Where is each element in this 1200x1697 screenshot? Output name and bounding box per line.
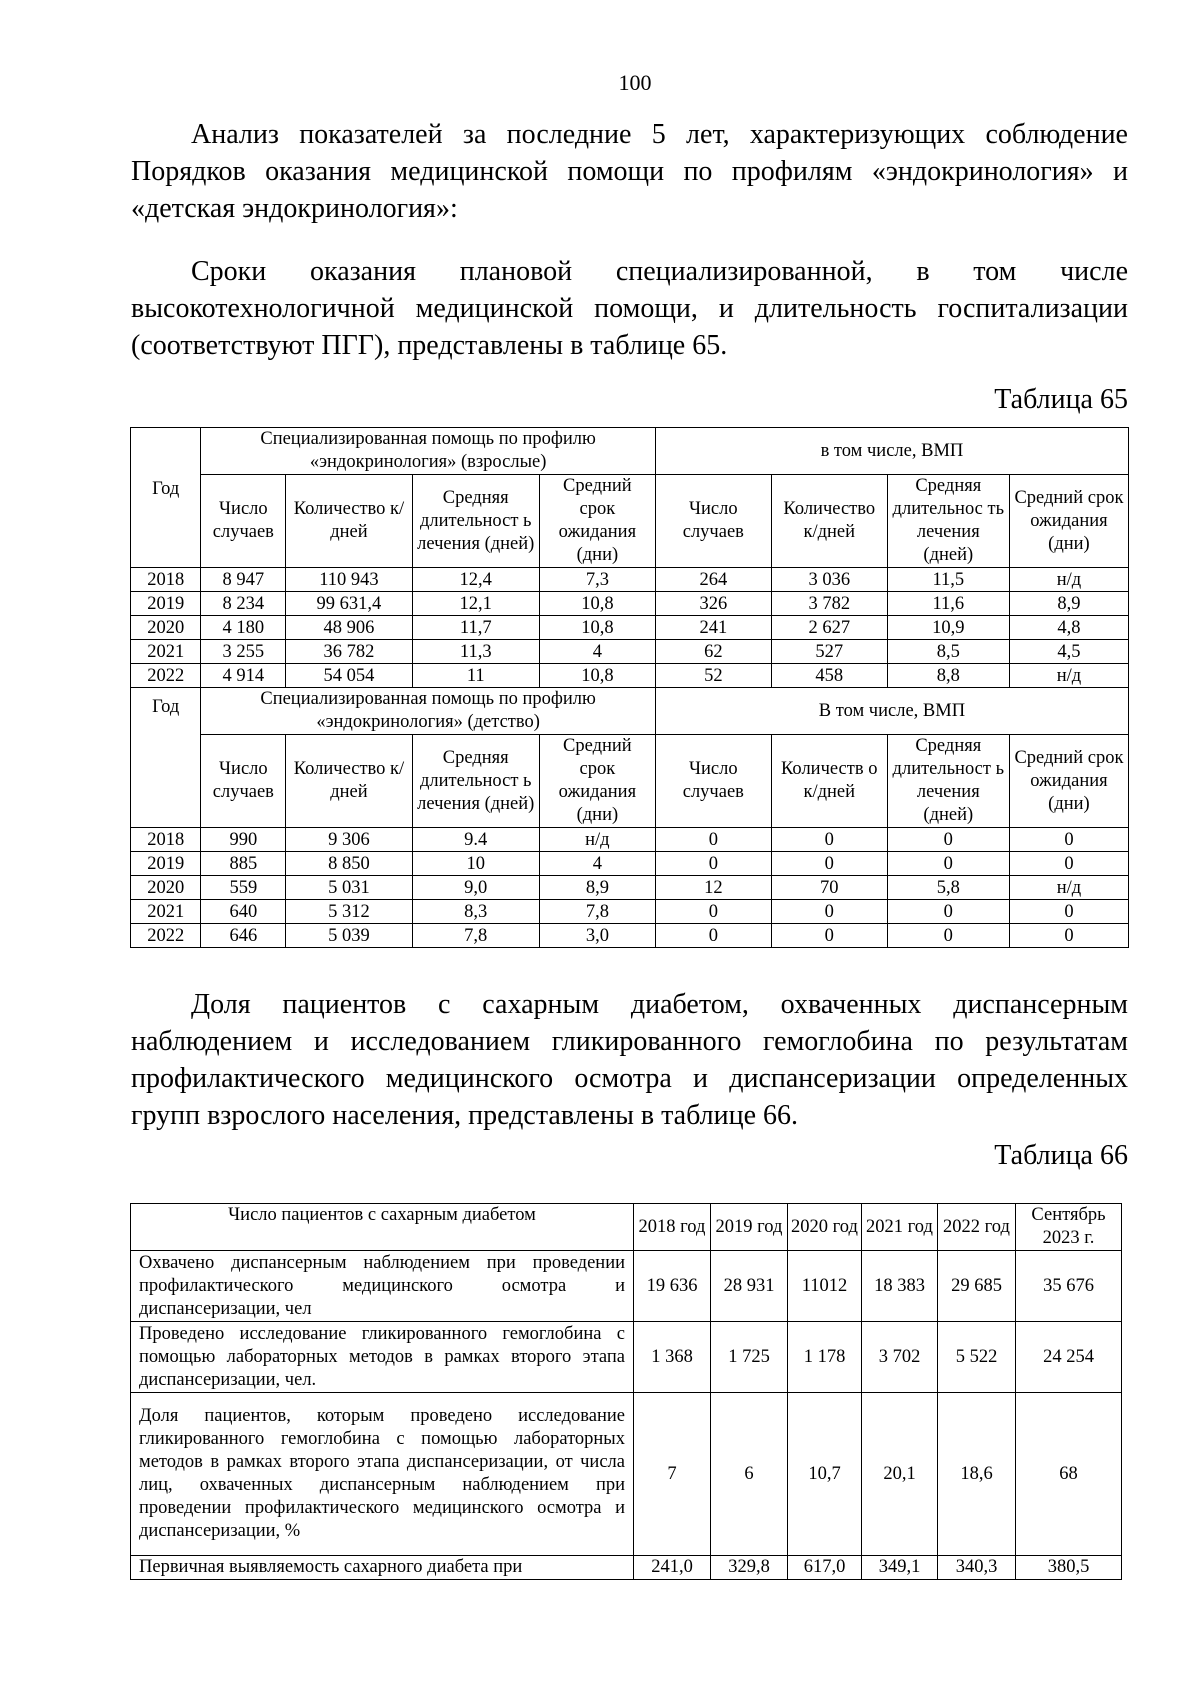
value-cell: 0 xyxy=(887,900,1009,924)
value-cell: 0 xyxy=(1009,924,1128,948)
value-cell: 4,5 xyxy=(1009,640,1128,664)
value-cell: 28 931 xyxy=(711,1251,788,1322)
column-header: Количеств о к/дней xyxy=(771,735,887,828)
table-row xyxy=(131,616,1129,640)
value-cell: 990 xyxy=(201,828,286,852)
value-cell: 3,0 xyxy=(539,924,655,948)
column-header: Количество к/дней xyxy=(286,475,412,568)
value-cell: 0 xyxy=(771,924,887,948)
value-cell: 5 312 xyxy=(286,900,412,924)
table65-intro-paragraph: Сроки оказания плановой специализированной, в том числе высокотехнологичной медицинской помощи, и длительность госпитализации (соответствуют ПГГ), представлены в таблице 65. xyxy=(131,256,1128,361)
value-cell: 7 xyxy=(634,1393,711,1556)
value-cell: 4 xyxy=(539,640,655,664)
year-cell: 2021 xyxy=(131,640,201,664)
table66-header-cell: 2019 год xyxy=(711,1204,788,1251)
value-cell: 0 xyxy=(1009,828,1128,852)
value-cell: 0 xyxy=(771,900,887,924)
column-header: Средняя длительнос ть лечения (дней) xyxy=(887,475,1009,568)
table-row xyxy=(131,568,1129,592)
table66-intro-paragraph: Доля пациентов с сахарным диабетом, охваченных диспансерным наблюдением и исследованием гликированного гемоглобина по результатам профилактического медицинского осмотра и диспансеризации определенных групп взрослого населения, представлены в таблице 66. xyxy=(131,989,1128,1131)
value-cell: 0 xyxy=(655,900,771,924)
column-header: Количество к/дней xyxy=(286,735,412,828)
value-cell: 4 xyxy=(539,852,655,876)
page-number: 100 xyxy=(618,70,652,95)
value-cell: 11 xyxy=(412,664,539,688)
column-header: Средний срок ожидания (дни) xyxy=(539,735,655,828)
adult-vmp-header: в том числе, ВМП xyxy=(655,428,1128,475)
value-cell: 12 xyxy=(655,876,771,900)
value-cell: 10,8 xyxy=(539,616,655,640)
value-cell: 5 031 xyxy=(286,876,412,900)
table66-header-cell: 2021 год xyxy=(862,1204,938,1251)
table65-caption: Таблица 65 xyxy=(994,384,1128,415)
value-cell: 241 xyxy=(655,616,771,640)
table-row xyxy=(131,900,1129,924)
value-cell: 1 368 xyxy=(634,1322,711,1393)
table-row xyxy=(131,640,1129,664)
value-cell: 18 383 xyxy=(862,1251,938,1322)
value-cell: 3 255 xyxy=(201,640,286,664)
year-header: Год xyxy=(131,688,201,828)
table-65 xyxy=(130,427,1129,948)
value-cell: 5 039 xyxy=(286,924,412,948)
year-cell: 2018 xyxy=(131,568,201,592)
value-cell: 7,8 xyxy=(412,924,539,948)
value-cell: 24 254 xyxy=(1016,1322,1122,1393)
value-cell: 11,3 xyxy=(412,640,539,664)
indicator-cell: Проведено исследование гликированного гемоглобина с помощью лабораторных методов в рамках второго этапа диспансеризации, чел. xyxy=(131,1322,634,1393)
value-cell: 0 xyxy=(1009,852,1128,876)
table-row xyxy=(131,876,1129,900)
value-cell: 18,6 xyxy=(938,1393,1016,1556)
child-vmp-header: В том числе, ВМП xyxy=(655,688,1128,735)
column-header: Число случаев xyxy=(201,735,286,828)
value-cell: 380,5 xyxy=(1016,1556,1122,1580)
column-header: Средняя длительност ь лечения (дней) xyxy=(887,735,1009,828)
value-cell: 35 676 xyxy=(1016,1251,1122,1322)
value-cell: 3 782 xyxy=(771,592,887,616)
value-cell: 10 xyxy=(412,852,539,876)
value-cell: 8,5 xyxy=(887,640,1009,664)
value-cell: 4,8 xyxy=(1009,616,1128,640)
table66-caption: Таблица 66 xyxy=(994,1140,1128,1171)
value-cell: 5 522 xyxy=(938,1322,1016,1393)
value-cell: н/д xyxy=(1009,568,1128,592)
value-cell: 8 947 xyxy=(201,568,286,592)
value-cell: 0 xyxy=(887,852,1009,876)
column-header: Средний срок ожидания (дни) xyxy=(1009,735,1128,828)
column-header: Число случаев xyxy=(655,735,771,828)
table-row xyxy=(131,592,1129,616)
table-row xyxy=(131,1251,1122,1322)
year-cell: 2022 xyxy=(131,924,201,948)
indicator-cell: Охвачено диспансерным наблюдением при проведении профилактического медицинского осмотра и диспансеризации, чел xyxy=(131,1251,634,1322)
table-row xyxy=(131,1556,1122,1580)
value-cell: 0 xyxy=(655,852,771,876)
value-cell: 3 702 xyxy=(862,1322,938,1393)
value-cell: 0 xyxy=(887,828,1009,852)
value-cell: 10,8 xyxy=(539,592,655,616)
year-cell: 2019 xyxy=(131,592,201,616)
value-cell: н/д xyxy=(539,828,655,852)
value-cell: 12,4 xyxy=(412,568,539,592)
value-cell: 8,3 xyxy=(412,900,539,924)
table-66 xyxy=(130,1203,1122,1580)
column-header: Средняя длительност ь лечения (дней) xyxy=(412,735,539,828)
value-cell: 99 631,4 xyxy=(286,592,412,616)
value-cell: 11012 xyxy=(788,1251,862,1322)
value-cell: 5,8 xyxy=(887,876,1009,900)
value-cell: 8,8 xyxy=(887,664,1009,688)
value-cell: 11,7 xyxy=(412,616,539,640)
value-cell: 4 180 xyxy=(201,616,286,640)
value-cell: 349,1 xyxy=(862,1556,938,1580)
value-cell: 646 xyxy=(201,924,286,948)
value-cell: 52 xyxy=(655,664,771,688)
value-cell: 20,1 xyxy=(862,1393,938,1556)
value-cell: 0 xyxy=(655,924,771,948)
value-cell: 0 xyxy=(1009,900,1128,924)
value-cell: 1 725 xyxy=(711,1322,788,1393)
value-cell: 8 234 xyxy=(201,592,286,616)
table66-header-cell: Число пациентов с сахарным диабетом xyxy=(131,1204,634,1251)
value-cell: 0 xyxy=(771,852,887,876)
table-row xyxy=(131,1393,1122,1556)
column-header: Число случаев xyxy=(655,475,771,568)
table66-header-cell: Сентябрь 2023 г. xyxy=(1016,1204,1122,1251)
year-cell: 2020 xyxy=(131,876,201,900)
table66-header-cell: 2020 год xyxy=(788,1204,862,1251)
value-cell: 8 850 xyxy=(286,852,412,876)
column-header: Средний срок ожидания (дни) xyxy=(539,475,655,568)
indicator-cell: Доля пациентов, которым проведено исследование гликированного гемоглобина с помощью лабораторных методов в рамках второго этапа диспансеризации, от числа лиц, охваченных диспансерным наблюдением при проведении профилактического медицинского осмотра и диспансеризации, % xyxy=(131,1393,634,1556)
value-cell: 6 xyxy=(711,1393,788,1556)
value-cell: 241,0 xyxy=(634,1556,711,1580)
value-cell: 68 xyxy=(1016,1393,1122,1556)
value-cell: 0 xyxy=(771,828,887,852)
value-cell: 458 xyxy=(771,664,887,688)
value-cell: 2 627 xyxy=(771,616,887,640)
year-cell: 2018 xyxy=(131,828,201,852)
value-cell: 559 xyxy=(201,876,286,900)
value-cell: н/д xyxy=(1009,876,1128,900)
value-cell: 11,5 xyxy=(887,568,1009,592)
table66-header-cell: 2018 год xyxy=(634,1204,711,1251)
value-cell: 12,1 xyxy=(412,592,539,616)
value-cell: 62 xyxy=(655,640,771,664)
value-cell: 110 943 xyxy=(286,568,412,592)
value-cell: 7,8 xyxy=(539,900,655,924)
column-header: Средняя длительност ь лечения (дней) xyxy=(412,475,539,568)
table-row xyxy=(131,852,1129,876)
value-cell: 3 036 xyxy=(771,568,887,592)
value-cell: 9.4 xyxy=(412,828,539,852)
column-header: Число случаев xyxy=(201,475,286,568)
adult-group-header: Специализированная помощь по профилю «эндокринология» (взрослые) xyxy=(201,428,655,475)
value-cell: 29 685 xyxy=(938,1251,1016,1322)
value-cell: 19 636 xyxy=(634,1251,711,1322)
indicator-cell: Первичная выявляемость сахарного диабета при xyxy=(131,1556,634,1580)
value-cell: 48 906 xyxy=(286,616,412,640)
value-cell: 10,7 xyxy=(788,1393,862,1556)
value-cell: 10,8 xyxy=(539,664,655,688)
value-cell: 8,9 xyxy=(1009,592,1128,616)
child-group-header: Специализированная помощь по профилю «эндокринология» (детство) xyxy=(201,688,655,735)
column-header: Средний срок ожидания (дни) xyxy=(1009,475,1128,568)
table-row xyxy=(131,924,1129,948)
value-cell: 11,6 xyxy=(887,592,1009,616)
value-cell: 9,0 xyxy=(412,876,539,900)
year-cell: 2021 xyxy=(131,900,201,924)
value-cell: 640 xyxy=(201,900,286,924)
value-cell: 527 xyxy=(771,640,887,664)
intro-paragraph: Анализ показателей за последние 5 лет, характеризующих соблюдение Порядков оказания медицинской помощи по профилям «эндокринология» и «детская эндокринология»: xyxy=(131,119,1128,224)
value-cell: 340,3 xyxy=(938,1556,1016,1580)
value-cell: 617,0 xyxy=(788,1556,862,1580)
value-cell: 1 178 xyxy=(788,1322,862,1393)
value-cell: 7,3 xyxy=(539,568,655,592)
value-cell: 326 xyxy=(655,592,771,616)
value-cell: 70 xyxy=(771,876,887,900)
table-row xyxy=(131,828,1129,852)
value-cell: н/д xyxy=(1009,664,1128,688)
column-header: Количество к/дней xyxy=(771,475,887,568)
table-row xyxy=(131,1322,1122,1393)
year-cell: 2020 xyxy=(131,616,201,640)
value-cell: 10,9 xyxy=(887,616,1009,640)
value-cell: 54 054 xyxy=(286,664,412,688)
year-header: Год xyxy=(131,428,201,568)
value-cell: 4 914 xyxy=(201,664,286,688)
value-cell: 0 xyxy=(655,828,771,852)
value-cell: 0 xyxy=(887,924,1009,948)
value-cell: 264 xyxy=(655,568,771,592)
table66-header-cell: 2022 год xyxy=(938,1204,1016,1251)
value-cell: 9 306 xyxy=(286,828,412,852)
year-cell: 2022 xyxy=(131,664,201,688)
table-row xyxy=(131,664,1129,688)
value-cell: 36 782 xyxy=(286,640,412,664)
value-cell: 8,9 xyxy=(539,876,655,900)
year-cell: 2019 xyxy=(131,852,201,876)
value-cell: 329,8 xyxy=(711,1556,788,1580)
value-cell: 885 xyxy=(201,852,286,876)
